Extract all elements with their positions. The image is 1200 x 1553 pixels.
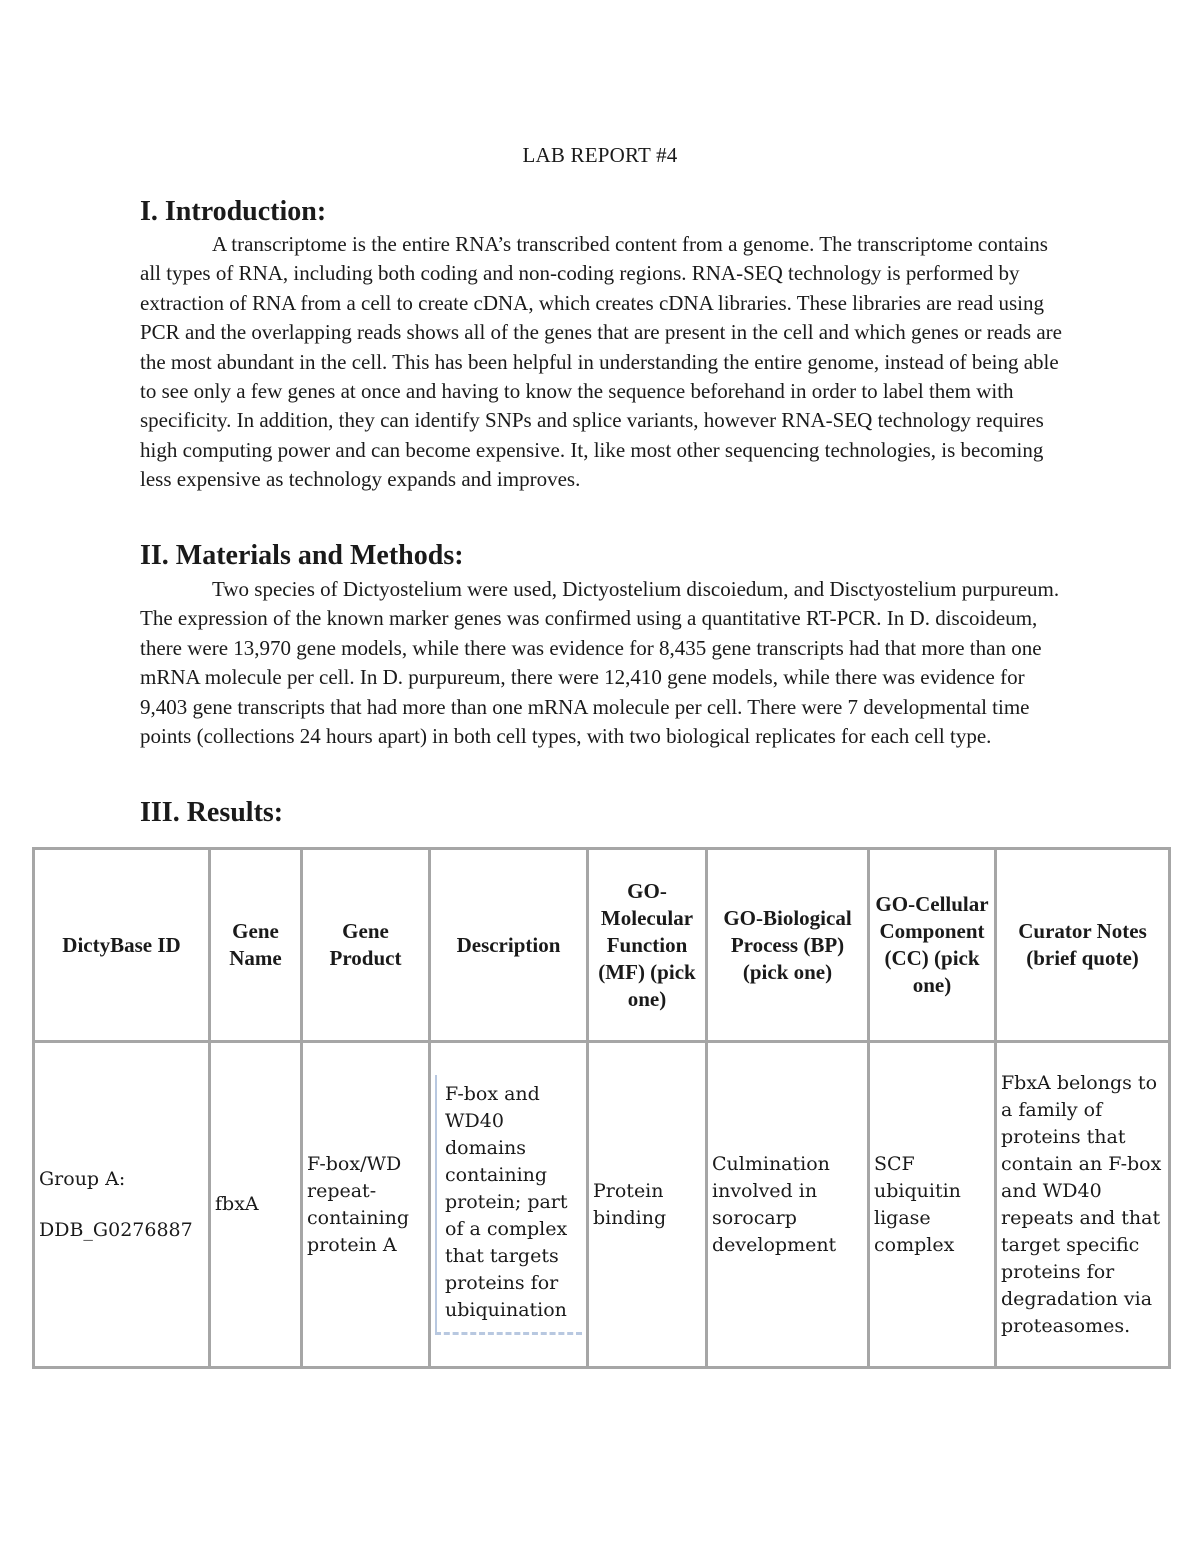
cell-dictybase-id	[34, 1042, 210, 1368]
header-go-cellular-component: GO-Cellular Component (CC) (pick one)	[869, 849, 996, 1042]
materials-methods-paragraph: Two species of Dictyostelium were used, Dictyostelium discoiedum, and Disctyostelium purpureum. The expression of the known marker genes was confirmed using a quantitative RT-PCR. In D. discoideum, there were 13,970 gene models, while there was evidence for 8,435 gene transcripts had that more than one mRNA molecule per cell. In D. purpureum, there were 12,410 gene models, while there was evidence for 9,403 gene transcripts that had more than one mRNA molecule per cell. There were 7 developmental time points (collections 24 hours apart) in both cell types, with two biological replicates for each cell type.	[140, 577, 1060, 749]
table-header-row	[34, 849, 1170, 1042]
header-go-biological-process: GO-Biological Process (BP) (pick one)	[707, 849, 869, 1042]
table-row	[34, 1042, 1170, 1368]
cell-spacer	[39, 1193, 204, 1217]
results-table	[32, 847, 1171, 1369]
header-description: Description	[430, 849, 588, 1042]
header-dictybase-id: DictyBase ID	[34, 849, 210, 1042]
cell-group-label: Group A:	[39, 1167, 126, 1190]
header-gene-name: Gene Name	[210, 849, 302, 1042]
header-curator-notes: Curator Notes (brief quote)	[996, 849, 1170, 1042]
header-gene-product: Gene Product	[302, 849, 430, 1042]
cell-description	[430, 1042, 588, 1368]
cell-go-cellular-component: SCF ubiquitin ligase complex	[869, 1042, 996, 1368]
materials-methods-heading: II. Materials and Methods:	[140, 540, 464, 571]
document-title: LAB REPORT #4	[522, 143, 678, 167]
introduction-heading: I. Introduction:	[140, 196, 327, 227]
cell-description-text[interactable]: F-box and WD40 domains containing protein; part of a complex that targets proteins for ubiquination	[435, 1075, 582, 1335]
results-heading: III. Results:	[140, 797, 284, 828]
cell-go-biological-process: Culmination involved in sorocarp development	[707, 1042, 869, 1368]
cell-gene-name: fbxA	[210, 1042, 302, 1368]
cell-go-molecular-function: Protein binding	[588, 1042, 707, 1368]
introduction-paragraph: A transcriptome is the entire RNA’s transcribed content from a genome. The transcriptome contains all types of RNA, including both coding and non-coding regions. RNA-SEQ technology is performed by extraction of RNA from a cell to create cDNA, which creates cDNA libraries. These libraries are read using PCR and the overlapping reads shows all of the genes that are present in the cell and which genes or reads are the most abundant in the cell. This has been helpful in understanding the entire genome, instead of being able to see only a few genes at once and having to know the sequence beforehand in order to label them with specificity. In addition, they can identify SNPs and splice variants, however RNA-SEQ technology requires high computing power and can become expensive. It, like most other sequencing technologies, is becoming less expensive as technology expands and improves.	[140, 232, 1062, 492]
cell-ddb-id: DDB_G0276887	[39, 1218, 193, 1241]
cell-gene-product: F-box/WD repeat-containing protein A	[302, 1042, 430, 1368]
cell-curator-notes: FbxA belongs to a family of proteins that contain an F-box and WD40 repeats and that target specific proteins for degradation via proteasomes.	[996, 1042, 1170, 1368]
header-go-molecular-function: GO-Molecular Function (MF) (pick one)	[588, 849, 707, 1042]
